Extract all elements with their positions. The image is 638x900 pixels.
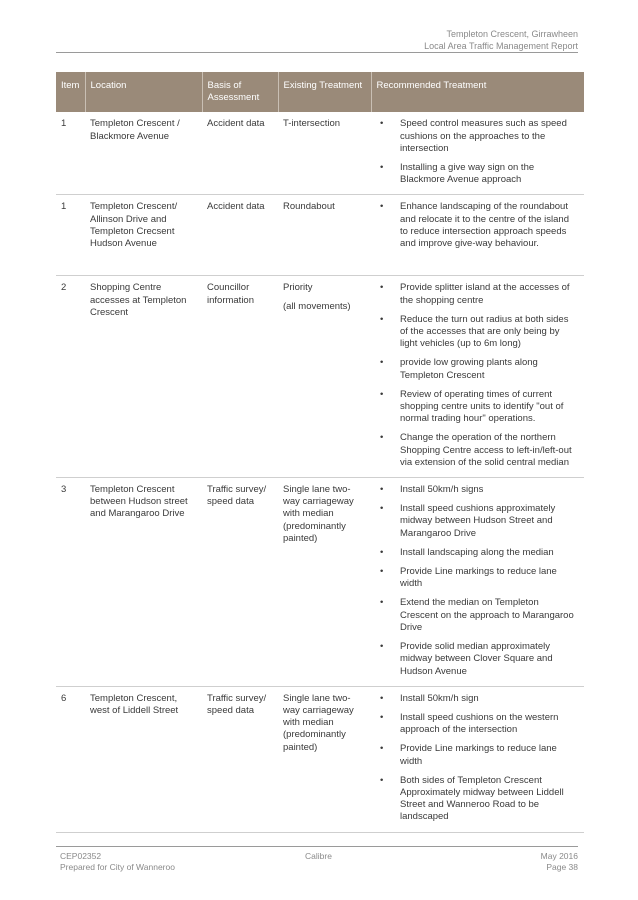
basis-cell: Traffic survey/ speed data (202, 478, 278, 687)
existing-cell (278, 276, 371, 478)
recommended-cell (371, 686, 584, 832)
footer-prepared-for: Prepared for City of Wanneroo (60, 862, 175, 872)
basis-cell: Accident data (202, 112, 278, 195)
footer-divider (56, 846, 578, 847)
recommended-list (376, 484, 579, 678)
list-item: • Install 50km/h sign (380, 692, 479, 704)
existing-treatment: Priority (283, 282, 313, 294)
list-item: • Provide splitter island at the accesses of the shopping centre (380, 282, 570, 306)
footer-doc-number: CEP02352 (60, 851, 102, 861)
list-item: • Install landscaping along the median (380, 546, 554, 558)
footer-right (541, 851, 578, 873)
footer-date: May 2016 (540, 851, 578, 861)
list-item: • Speed control measures such as speed cushions on the approaches to the intersection (380, 118, 567, 154)
bullet-icon: • (380, 118, 384, 130)
recommended-list (376, 282, 579, 469)
recommended-cell (371, 276, 584, 478)
recommended-cell (371, 195, 584, 276)
existing-treatment: Single lane two-way carriageway with median (predominantly painted) (283, 484, 354, 544)
item-cell: 1 (56, 112, 85, 195)
list-item: • Install 50km/h signs (380, 484, 484, 496)
header-divider (56, 52, 578, 53)
location-cell: Shopping Centre accesses at Templeton Crescent (85, 276, 202, 478)
table-row (56, 112, 584, 195)
existing-cell (278, 478, 371, 687)
list-item: • provide low growing plants along Templeton Crescent (380, 357, 538, 381)
table-row (56, 478, 584, 687)
list-item: • Install speed cushions approximately midway between Hudson Street and Marangaroo Drive (380, 503, 556, 539)
list-item: • Installing a give way sign on the Blackmore Avenue approach (380, 162, 535, 186)
list-item: • Provide Line markings to reduce lane width (380, 743, 557, 767)
bullet-icon: • (380, 692, 384, 704)
footer-left (60, 851, 175, 873)
list-item: • Review of operating times of current shopping centre units to identify "out of normal trading hour" operations. (380, 388, 564, 425)
basis-cell: Accident data (202, 195, 278, 276)
basis-cell: Councillor information (202, 276, 278, 478)
bullet-icon: • (380, 566, 384, 578)
item-cell: 6 (56, 686, 85, 832)
table-row (56, 195, 584, 276)
existing-treatment: Single lane two-way carriageway with median (predominantly painted) (283, 692, 354, 753)
list-item: • Both sides of Templeton Crescent Approximately midway between Liddell Street and Wanneroo Road to be landscaped (380, 774, 564, 823)
list-item: • Extend the median on Templeton Crescent on the approach to Marangaroo Drive (380, 597, 574, 633)
bullet-icon: • (380, 357, 384, 369)
list-item: • Reduce the turn out radius at both sides of the accesses that are only being by light vehicles (up to 6m long) (380, 313, 569, 350)
recommended-list (376, 201, 579, 250)
bullet-icon: • (380, 388, 384, 400)
column-header-recommended: Recommended Treatment (371, 72, 584, 112)
list-item: • Change the operation of the northern Shopping Centre access to left-in/left-out via extension of the solid central median (380, 432, 572, 468)
location-cell: Templeton Crescent / Blackmore Avenue (85, 112, 202, 195)
item-cell: 3 (56, 478, 85, 687)
bullet-icon: • (380, 201, 384, 213)
recommended-cell (371, 112, 584, 195)
bullet-icon: • (380, 711, 384, 723)
column-header-location: Location (85, 72, 202, 112)
existing-treatment: T-intersection (283, 118, 341, 130)
existing-treatment: Roundabout (283, 201, 335, 213)
list-item: • Enhance landscaping of the roundabout and relocate it to the centre of the island to reduce intersection approach speeds and improve give-way behaviour. (380, 201, 569, 250)
bullet-icon: • (380, 484, 384, 496)
location-cell: Templeton Crescent/ Allinson Drive and Templeton Crecsent Hudson Avenue (85, 195, 202, 276)
bullet-icon: • (380, 774, 384, 786)
column-header-item: Item (56, 72, 85, 112)
recommended-list (376, 693, 579, 824)
header-report-title: Local Area Traffic Management Report (424, 41, 578, 51)
bullet-icon: • (380, 597, 384, 609)
list-item: • Install speed cushions on the western approach of the intersection (380, 711, 559, 736)
recommended-list (376, 118, 579, 186)
footer-page-number: Page 38 (546, 862, 578, 872)
list-item: • Provide solid median approximately midway between Clover Square and Hudson Avenue (380, 641, 553, 677)
item-cell: 1 (56, 195, 85, 276)
bullet-icon: • (380, 432, 384, 444)
column-header-basis: Basis of Assessment (202, 72, 278, 112)
existing-treatment-note: (all movements) (283, 300, 351, 312)
bullet-icon: • (380, 503, 384, 515)
table-row (56, 686, 584, 832)
location-cell: Templeton Crescent between Hudson street and Marangaroo Drive (85, 478, 202, 687)
list-item: • Provide Line markings to reduce lane width (380, 566, 557, 590)
existing-cell (278, 112, 371, 195)
item-cell: 2 (56, 276, 85, 478)
basis-cell: Traffic survey/ speed data (202, 686, 278, 832)
table-header-row (56, 72, 584, 112)
bullet-icon: • (380, 743, 384, 755)
location-cell: Templeton Crescent, west of Liddell Street (85, 686, 202, 832)
column-header-existing: Existing Treatment (278, 72, 371, 112)
footer-company: Calibre (305, 851, 332, 861)
bullet-icon: • (380, 546, 384, 558)
bullet-icon: • (380, 162, 384, 174)
recommended-cell (371, 478, 584, 687)
header-project-title: Templeton Crescent, Girrawheen (446, 29, 578, 39)
table-row (56, 276, 584, 478)
treatment-table (56, 72, 584, 833)
existing-cell (278, 195, 371, 276)
existing-cell (278, 686, 371, 832)
bullet-icon: • (380, 282, 384, 294)
bullet-icon: • (380, 313, 384, 325)
bullet-icon: • (380, 641, 384, 653)
page-header (424, 28, 578, 52)
